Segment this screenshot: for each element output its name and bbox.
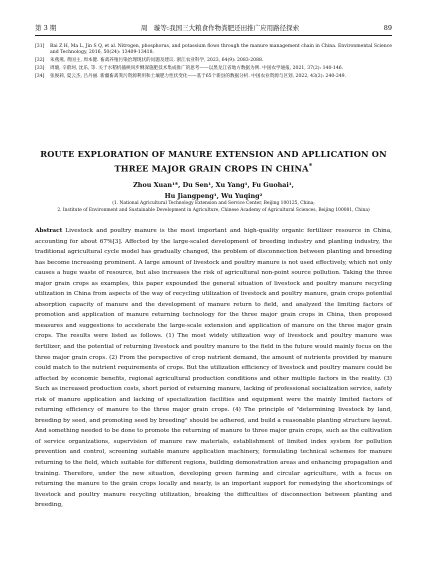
- abstract-label: Abstract: [35, 228, 63, 234]
- reference-text: 周璇, 辛蔚珂, 沈乐, 等. 关于水稻机插秧同步侧深施肥技术集成推广的思考——以黑龙江省地方数据为例. 中国农学通报, 2021, 37(2): 140-146.: [50, 65, 344, 71]
- abstract: [35, 226, 392, 511]
- abstract-text: Livestock and poultry manure is the most important and high-quality organic fertilizer resource in China, accounting for about 67%[3]. Affected by the large-scaled development of breeding industry and planting industry, the traditional agricultural cycle model has gradually changed, the problem of disconnection between planting and breeding has become increasing prominent. A large amount of livestock and poultry manure is not used effectively, which not only causes a huge waste of resource, but also increases the risk of agricultural non-point source pollution. Taking the three major grain crops as examples, this paper expounded the general situation of livestock and poultry manure recycling utilization in China from aspects of the way of recycling utilization of livestock and poultry manure, grain crops potential absorption capacity of manure and the development of manure return to field, and analyzed the limiting factors of promotion and application of manure returning technology for the three major grain crops in China, then proposed measures and suggestions to accelerate the large-scale extension and application of manure on the three major grain crops. The results were listed as follows. (1) The most widely utilization way of livestock and poultry manure was fertilizer, and the potential of returning livestock and poultry manure to the field in the future would mainly focus on the three major grain crops. (2) From the perspective of crop nutrient demand, the amount of nutrients provided by manure could match to the nutrient requirements of crops. But the utilization efficiency of livestock and poultry manure could be affected by economic benefits, regional agricultural production conditions and other multiple factors in the reality. (3) Such as increased production costs, short period of returning manure, lacking of professional socialization service, safety risk of manure application and lacking of specialization facilities and equipment were the mainly limited factors of returning efficiency of manure to the three major grain crops. (4) The principle of "determining livestock by land, breeding by seed, and promoting seed by breeding" should be adhered, and build a reasonable planting structure layout. And something needed to be done to promote the returning of manure to three major grain crops, such as the cultivation of service organizations, supervision of manure raw materials, establishment of limited index system for pollution prevention and control, screening suitable manure application machinery, formulating technical schemes for manure returning to the field, which suitable for different regions, building demonstration areas and enhancing propagation and training. Therefore, under the new situation, developing green farming and circular agriculture, with a focus on returning the manure to the grain crops locally and nearly, is an important support for remedying the shortcomings of livestock and poultry manure recycling utilization, breaking the difficulties of disconnection between planting and breeding,: [35, 228, 392, 509]
- reference-item: [35, 58, 392, 64]
- reference-number: [33]: [35, 65, 45, 71]
- running-title: 周 璇等:我国三大粮食作物粪肥还田推广应用路径探索: [140, 24, 300, 32]
- reference-item: [35, 44, 392, 56]
- issue-number: 第 3 期: [35, 24, 57, 32]
- title-line-1: ROUTE EXPLORATION OF MANURE EXTENSION AND APLLICATION ON: [40, 149, 387, 159]
- header-divider: [35, 35, 392, 36]
- running-header: [35, 24, 392, 32]
- reference-item: [35, 74, 392, 80]
- paper-title: [35, 148, 392, 175]
- reference-text: 张俊莉, 夏云杰, 吕丹丽. 新疆畜禽粪污资源利用和土壤肥力性状变化——基于65个新县的数据分析. 中国农业资源与区划, 2022, 43(2): 240-249.: [50, 73, 347, 79]
- affiliation-2: 2. Institute of Environment and Sustainable Development in Agriculture, Chinese Academy of Agricultural Sciences, Beijing 100081, China): [57, 207, 370, 213]
- reference-text: Bai Z H, Ma L, Jin S Q, et al. Nitrogen, phosphorus, and potassium flows through the manure management chain in China. Environmental Science and Technology, 2016, 50(24): 13409-13418.: [50, 44, 392, 56]
- reference-text: 朱燕燕, 黄国主, 周本健. 畜禽养殖污染治理现状的问题及建议. 浙江农业科学, 2023, 64(9): 2083-2088.: [50, 58, 264, 63]
- authors-line-2: Hu Jiangpeng¹, Wu Yuqing²: [164, 191, 263, 200]
- authors-line-1: Zhou Xuan¹*, Du Sen¹, Xu Yang¹, Fu Guohai¹,: [133, 181, 294, 189]
- reference-item: [35, 66, 392, 72]
- reference-list: [35, 44, 392, 81]
- reference-number: [32]: [35, 58, 45, 63]
- title-line-2: [35, 160, 392, 175]
- affiliations: [35, 201, 392, 214]
- page-number: 89: [383, 24, 392, 32]
- affiliation-1: (1. National Agricultural Technology Extension and Service Center, Beijing 100125, China;: [112, 201, 315, 206]
- author-list: [35, 180, 392, 201]
- reference-number: [34]: [35, 73, 45, 79]
- title-line-2-text: THREE MAJOR GRAIN CROPS IN CHINA: [114, 163, 309, 174]
- reference-number: [31]: [35, 44, 45, 49]
- title-footnote-mark: *: [308, 162, 313, 170]
